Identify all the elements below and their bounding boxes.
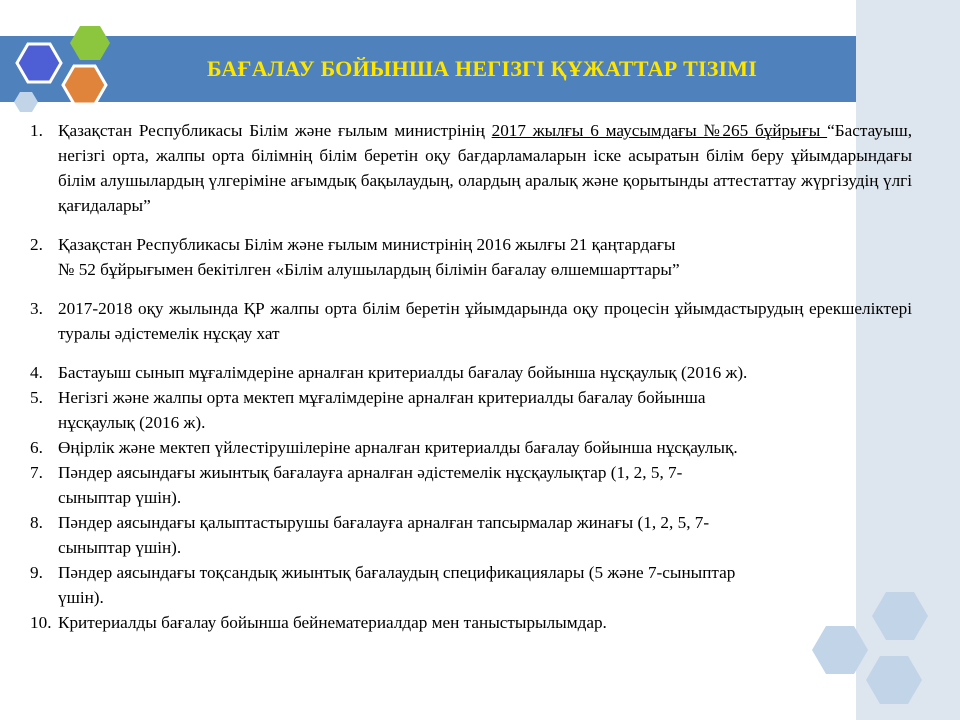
item-number: 5. bbox=[30, 388, 43, 407]
hexagon-deco-bottom bbox=[866, 656, 922, 704]
hexagon-blue bbox=[17, 44, 61, 82]
list-item-5 bbox=[30, 385, 912, 435]
page-title: БАҒАЛАУ БОЙЫНША НЕГІЗГІ ҚҰЖАТТАР ТІЗІМІ bbox=[206, 56, 758, 81]
item-line-1: Қазақстан Республикасы Білім және ғылым министрінің 2016 жылғы 21 қаңтардағы bbox=[58, 235, 676, 254]
document-list bbox=[30, 118, 912, 635]
list-item-3 bbox=[30, 296, 912, 346]
item-line-1: Пәндер аясындағы жиынтық бағалауға арналған әдістемелік нұсқаулықтар (1, 2, 5, 7- bbox=[58, 463, 683, 482]
hexagon-logo bbox=[8, 22, 118, 118]
item-text-part1: Қазақстан Республикасы Білім және ғылым министрінің bbox=[58, 121, 492, 140]
item-number: 1. bbox=[30, 121, 43, 140]
item-text bbox=[58, 232, 912, 282]
item-text bbox=[58, 460, 912, 510]
list-item-6 bbox=[30, 435, 912, 460]
item-number: 4. bbox=[30, 363, 43, 382]
item-number: 8. bbox=[30, 513, 43, 532]
order-reference-link: 2017 жылғы 6 маусымдағы №265 бұйрығы bbox=[491, 121, 828, 140]
list-item-2 bbox=[30, 232, 912, 282]
item-line-1: Негізгі және жалпы орта мектеп мұғалімдеріне арналған критериалды бағалау бойынша bbox=[58, 388, 706, 407]
list-item-4 bbox=[30, 360, 912, 385]
item-number: 10. bbox=[30, 613, 52, 632]
item-text bbox=[58, 510, 912, 560]
hexagon-green bbox=[70, 26, 110, 60]
item-text: Бастауыш сынып мұғалімдеріне арналған критериалды бағалау бойынша нұсқаулық (2016 ж). bbox=[58, 363, 748, 382]
item-number: 2. bbox=[30, 235, 43, 254]
list-item-7 bbox=[30, 460, 912, 510]
item-text: Өңірлік және мектеп үйлестірушілеріне арналған критериалды бағалау бойынша нұсқаулық. bbox=[58, 438, 738, 457]
item-line-2: № 52 бұйрығымен бекітілген «Білім алушылардың білімін бағалау өлшемшарттары” bbox=[58, 260, 680, 279]
item-number: 6. bbox=[30, 438, 43, 457]
item-text bbox=[58, 118, 912, 218]
hexagon-light-blue-small bbox=[14, 92, 38, 112]
item-number: 9. bbox=[30, 563, 43, 582]
item-line-1: Пәндер аясындағы тоқсандық жиынтық бағалаудың спецификациялары (5 және 7-сыныптар bbox=[58, 563, 736, 582]
item-text bbox=[58, 560, 912, 610]
item-text: Критериалды бағалау бойынша бейнематериалдар мен таныстырылымдар. bbox=[58, 613, 607, 632]
item-line-2: сыныптар үшін). bbox=[58, 538, 182, 557]
item-number: 7. bbox=[30, 463, 43, 482]
item-line-1: Пәндер аясындағы қалыптастырушы бағалауға арналған тапсырмалар жинағы (1, 2, 5, 7- bbox=[58, 513, 710, 532]
item-line-2: сыныптар үшін). bbox=[58, 488, 182, 507]
list-item-1 bbox=[30, 118, 912, 218]
list-item-10 bbox=[30, 610, 912, 635]
item-line-2: үшін). bbox=[58, 588, 104, 607]
item-number: 3. bbox=[30, 299, 43, 318]
item-text: 2017-2018 оқу жылында ҚР жалпы орта білім беретін ұйымдарында оқу процесін ұйымдастырудың ерекшеліктері туралы әдістемелік нұсқау хат bbox=[58, 299, 912, 343]
hexagon-orange bbox=[63, 66, 106, 104]
item-line-2: нұсқаулық (2016 ж). bbox=[58, 413, 206, 432]
item-text bbox=[58, 385, 912, 435]
item-text-part2: “Бастауыш, негізгі орта, жалпы орта білімнің білім беретін оқу бағдарламаларын іске асыратын білім беру ұйымдарындағы білім алушылардың үлгеріміне ағымдық бақылаудың, олардың аралық және қорытынды аттестаттау жүргізудің үлгі қағидалары” bbox=[58, 121, 913, 215]
list-item-9 bbox=[30, 560, 912, 610]
list-item-8 bbox=[30, 510, 912, 560]
